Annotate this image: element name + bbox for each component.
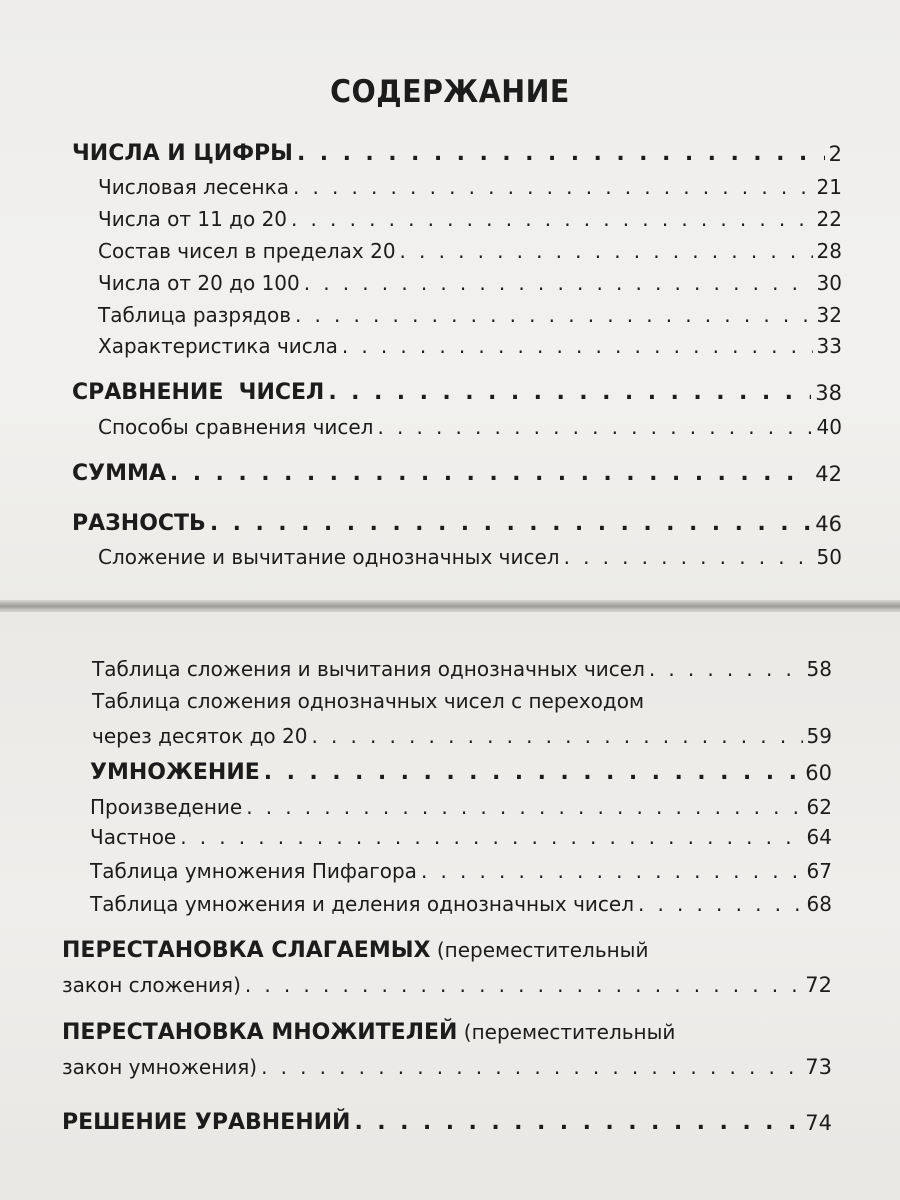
toc-label: Состав чисел в пределах 20	[98, 239, 396, 263]
toc-label: Таблица разрядов	[98, 303, 291, 327]
leader-dots	[564, 545, 813, 569]
leader-dots	[246, 795, 802, 819]
toc-label: СРАВНЕНИЕ ЧИСЕЛ	[72, 380, 325, 405]
leader-dots	[638, 892, 803, 916]
toc-page: 21	[816, 175, 842, 199]
section-note: (переместительный	[430, 938, 649, 962]
toc-row-20-100[interactable]	[98, 271, 842, 295]
toc-page: 46	[815, 512, 842, 536]
toc-label: РАЗНОСТЬ	[72, 511, 206, 536]
toc-label: Таблица сложения и вычитания однозначных чисел	[92, 657, 645, 681]
leader-dots	[291, 207, 813, 231]
toc-label: Характеристика числа	[98, 334, 338, 358]
toc-row-composition-20[interactable]	[98, 239, 842, 263]
toc-page: 68	[806, 892, 832, 916]
toc-page: 30	[816, 271, 842, 295]
leader-dots	[311, 724, 802, 748]
toc-row-numbers-digits[interactable]	[72, 141, 842, 166]
leader-dots	[295, 303, 813, 327]
toc-page: 50	[816, 545, 842, 569]
toc-label: Числовая лесенка	[98, 175, 289, 199]
leader-dots	[649, 657, 803, 681]
toc-row-equations[interactable]	[62, 1110, 832, 1135]
leader-dots	[342, 334, 813, 358]
toc-page: 59	[806, 724, 832, 748]
toc-label: Таблица умножения Пифагора	[90, 859, 417, 883]
leader-dots	[377, 415, 812, 439]
toc-row-place-value[interactable]	[98, 303, 842, 327]
toc-entry-perm-addends-line1	[62, 938, 648, 963]
toc-label: Произведение	[90, 795, 243, 819]
toc-row-11-20[interactable]	[98, 207, 842, 231]
toc-page: 72	[805, 973, 832, 997]
toc-page: 67	[806, 859, 832, 883]
leader-dots	[328, 380, 811, 405]
toc-page: 60	[805, 761, 832, 785]
toc-label: через десяток до 20	[92, 724, 308, 748]
toc-row-add-sub-single[interactable]	[98, 545, 842, 569]
toc-row-product[interactable]	[90, 795, 832, 819]
toc-row-perm-factors[interactable]	[62, 1055, 832, 1079]
bottom-page	[0, 612, 900, 1200]
leader-dots	[354, 1110, 801, 1135]
leader-dots	[400, 239, 813, 263]
toc-label: УМНОЖЕНИЕ	[90, 760, 260, 785]
toc-row-table-add-carry[interactable]	[92, 724, 832, 748]
section-heading: ПЕРЕСТАНОВКА МНОЖИТЕЛЕЙ	[62, 1020, 458, 1045]
toc-label: Частное	[90, 825, 177, 849]
leader-dots	[245, 973, 801, 997]
toc-row-multiplication[interactable]	[90, 760, 832, 785]
toc-page: 64	[806, 825, 832, 849]
toc-row-table-add-sub[interactable]	[92, 657, 832, 681]
toc-page: 33	[816, 334, 842, 358]
toc-row-comparing-numbers[interactable]	[72, 380, 842, 405]
toc-label: Способы сравнения чисел	[98, 415, 374, 439]
toc-entry-line1: Таблица сложения однозначных чисел с переходом	[92, 689, 645, 713]
leader-dots	[180, 825, 802, 849]
contents-title: СОДЕРЖАНИЕ	[330, 74, 570, 110]
toc-label: закон сложения)	[62, 973, 241, 997]
leader-dots	[304, 271, 813, 295]
toc-page: 62	[806, 795, 832, 819]
section-note: (переместительный	[457, 1020, 676, 1044]
toc-page: 22	[816, 207, 842, 231]
toc-page: 40	[816, 415, 842, 439]
toc-page: 74	[805, 1111, 832, 1135]
toc-label: Числа от 20 до 100	[98, 271, 300, 295]
toc-page: 58	[806, 657, 832, 681]
toc-row-table-mul-div[interactable]	[90, 892, 832, 916]
toc-row-difference[interactable]	[72, 511, 842, 536]
toc-page: 38	[815, 381, 842, 405]
toc-label: Таблица умножения и деления однозначных чисел	[90, 892, 634, 916]
toc-label: закон умножения)	[62, 1055, 258, 1079]
toc-label: Числа от 11 до 20	[98, 207, 288, 231]
leader-dots	[421, 859, 803, 883]
leader-dots	[210, 511, 811, 536]
toc-label: СУММА	[72, 461, 166, 486]
leader-dots	[261, 1055, 801, 1079]
section-heading: ПЕРЕСТАНОВКА СЛАГАЕМЫХ	[62, 938, 431, 963]
toc-row-number-characteristic[interactable]	[98, 334, 842, 358]
leader-dots	[264, 760, 801, 785]
toc-row-quotient[interactable]	[90, 825, 832, 849]
toc-page: 28	[816, 239, 842, 263]
leader-dots	[293, 175, 813, 199]
toc-label: ЧИСЛА И ЦИФРЫ	[72, 141, 293, 166]
toc-row-sum[interactable]	[72, 461, 842, 486]
leader-dots	[297, 141, 825, 166]
toc-row-comparison-methods[interactable]	[98, 415, 842, 439]
toc-label: РЕШЕНИЕ УРАВНЕНИЙ	[62, 1110, 351, 1135]
toc-label: Сложение и вычитание однозначных чисел	[98, 545, 560, 569]
toc-entry-perm-factors-line1	[62, 1020, 675, 1045]
toc-page: 42	[815, 462, 842, 486]
leader-dots	[170, 461, 811, 486]
toc-page: 2	[828, 142, 842, 166]
toc-page: 32	[816, 303, 842, 327]
toc-row-number-ladder[interactable]	[98, 175, 842, 199]
toc-row-perm-addends[interactable]	[62, 973, 832, 997]
toc-row-pythagoras[interactable]	[90, 859, 832, 883]
toc-page: 73	[805, 1055, 832, 1079]
